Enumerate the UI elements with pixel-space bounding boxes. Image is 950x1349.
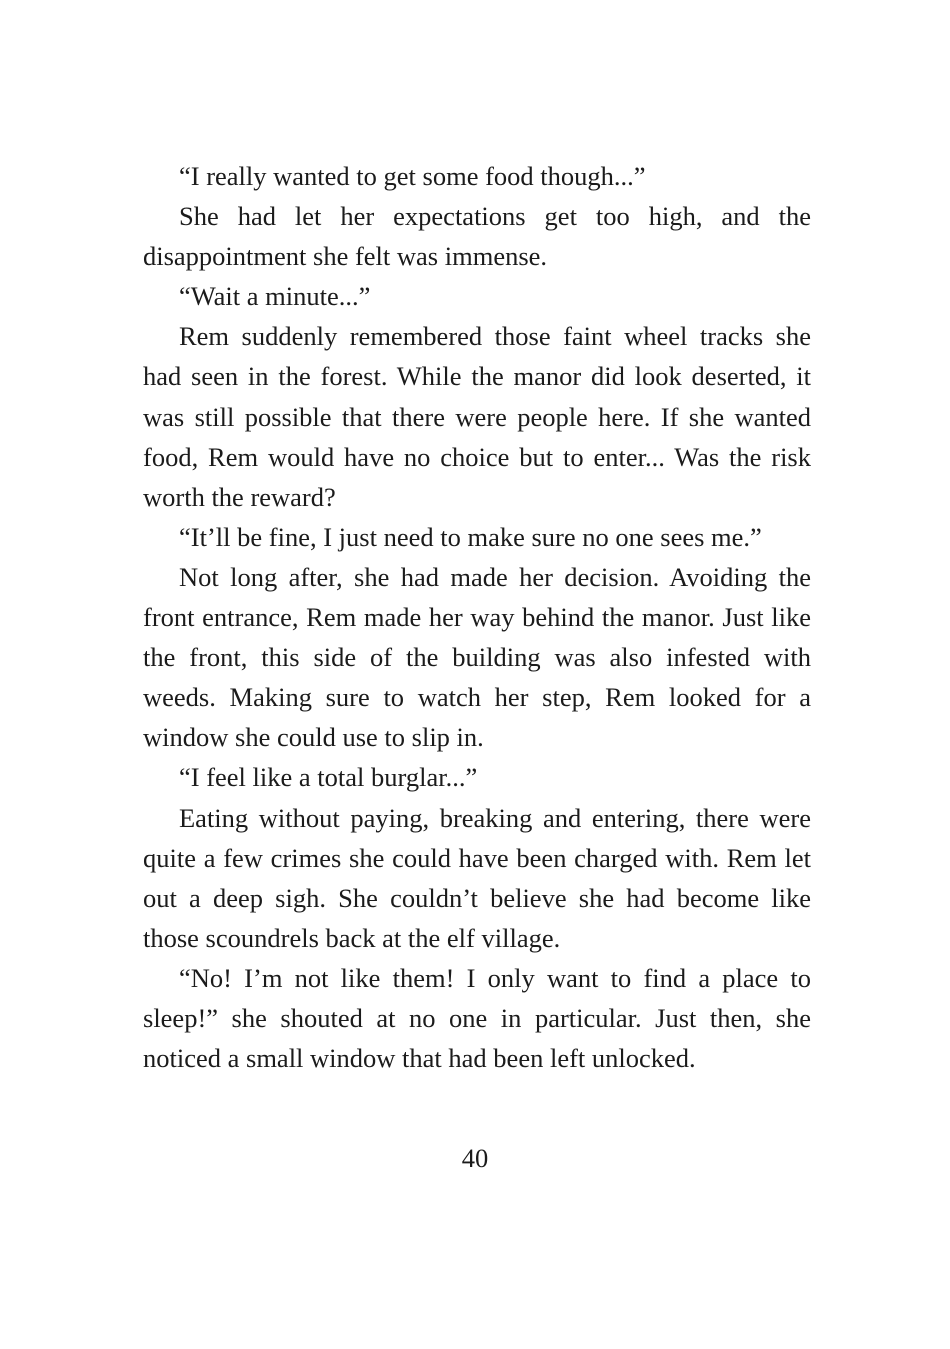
paragraph: “I really wanted to get some food though...” [179,161,646,191]
paragraph: “It’ll be fine, I just need to make sure no one sees me.” [179,521,762,552]
paragraph: Eating without paying, breaking and entering, there were quite a few crimes she could have been charged with. Rem let out a deep sigh. She couldn’t believe she had become like those scoundrels back at the elf village. [143,802,811,953]
page-body-text [143,156,811,1078]
paragraph: “I feel like a total burglar...” [179,762,478,793]
paragraph: She had let her expectations get too high, and the disappointment she felt was immense. [143,201,811,272]
paragraph: “Wait a minute...” [179,281,371,312]
page-number: 40 [461,1143,489,1173]
paragraph: Not long after, she had made her decision. Avoiding the front entrance, Rem made her way behind the manor. Just like the front, this side of the building was also infested with weeds. Making sure to watch her step, Rem looked for a window she could use to slip in. [143,561,811,753]
paragraph: Rem suddenly remembered those faint wheel tracks she had seen in the forest. While the manor did look deserted, it was still possible that there were people here. If she wanted food, Rem would have no choice but to enter... Was the risk worth the reward? [143,321,811,512]
paragraph: “No! I’m not like them! I only want to find a place to sleep!” she shouted at no one in particular. Just then, she noticed a small window that had been left unlocked. [143,962,811,1074]
